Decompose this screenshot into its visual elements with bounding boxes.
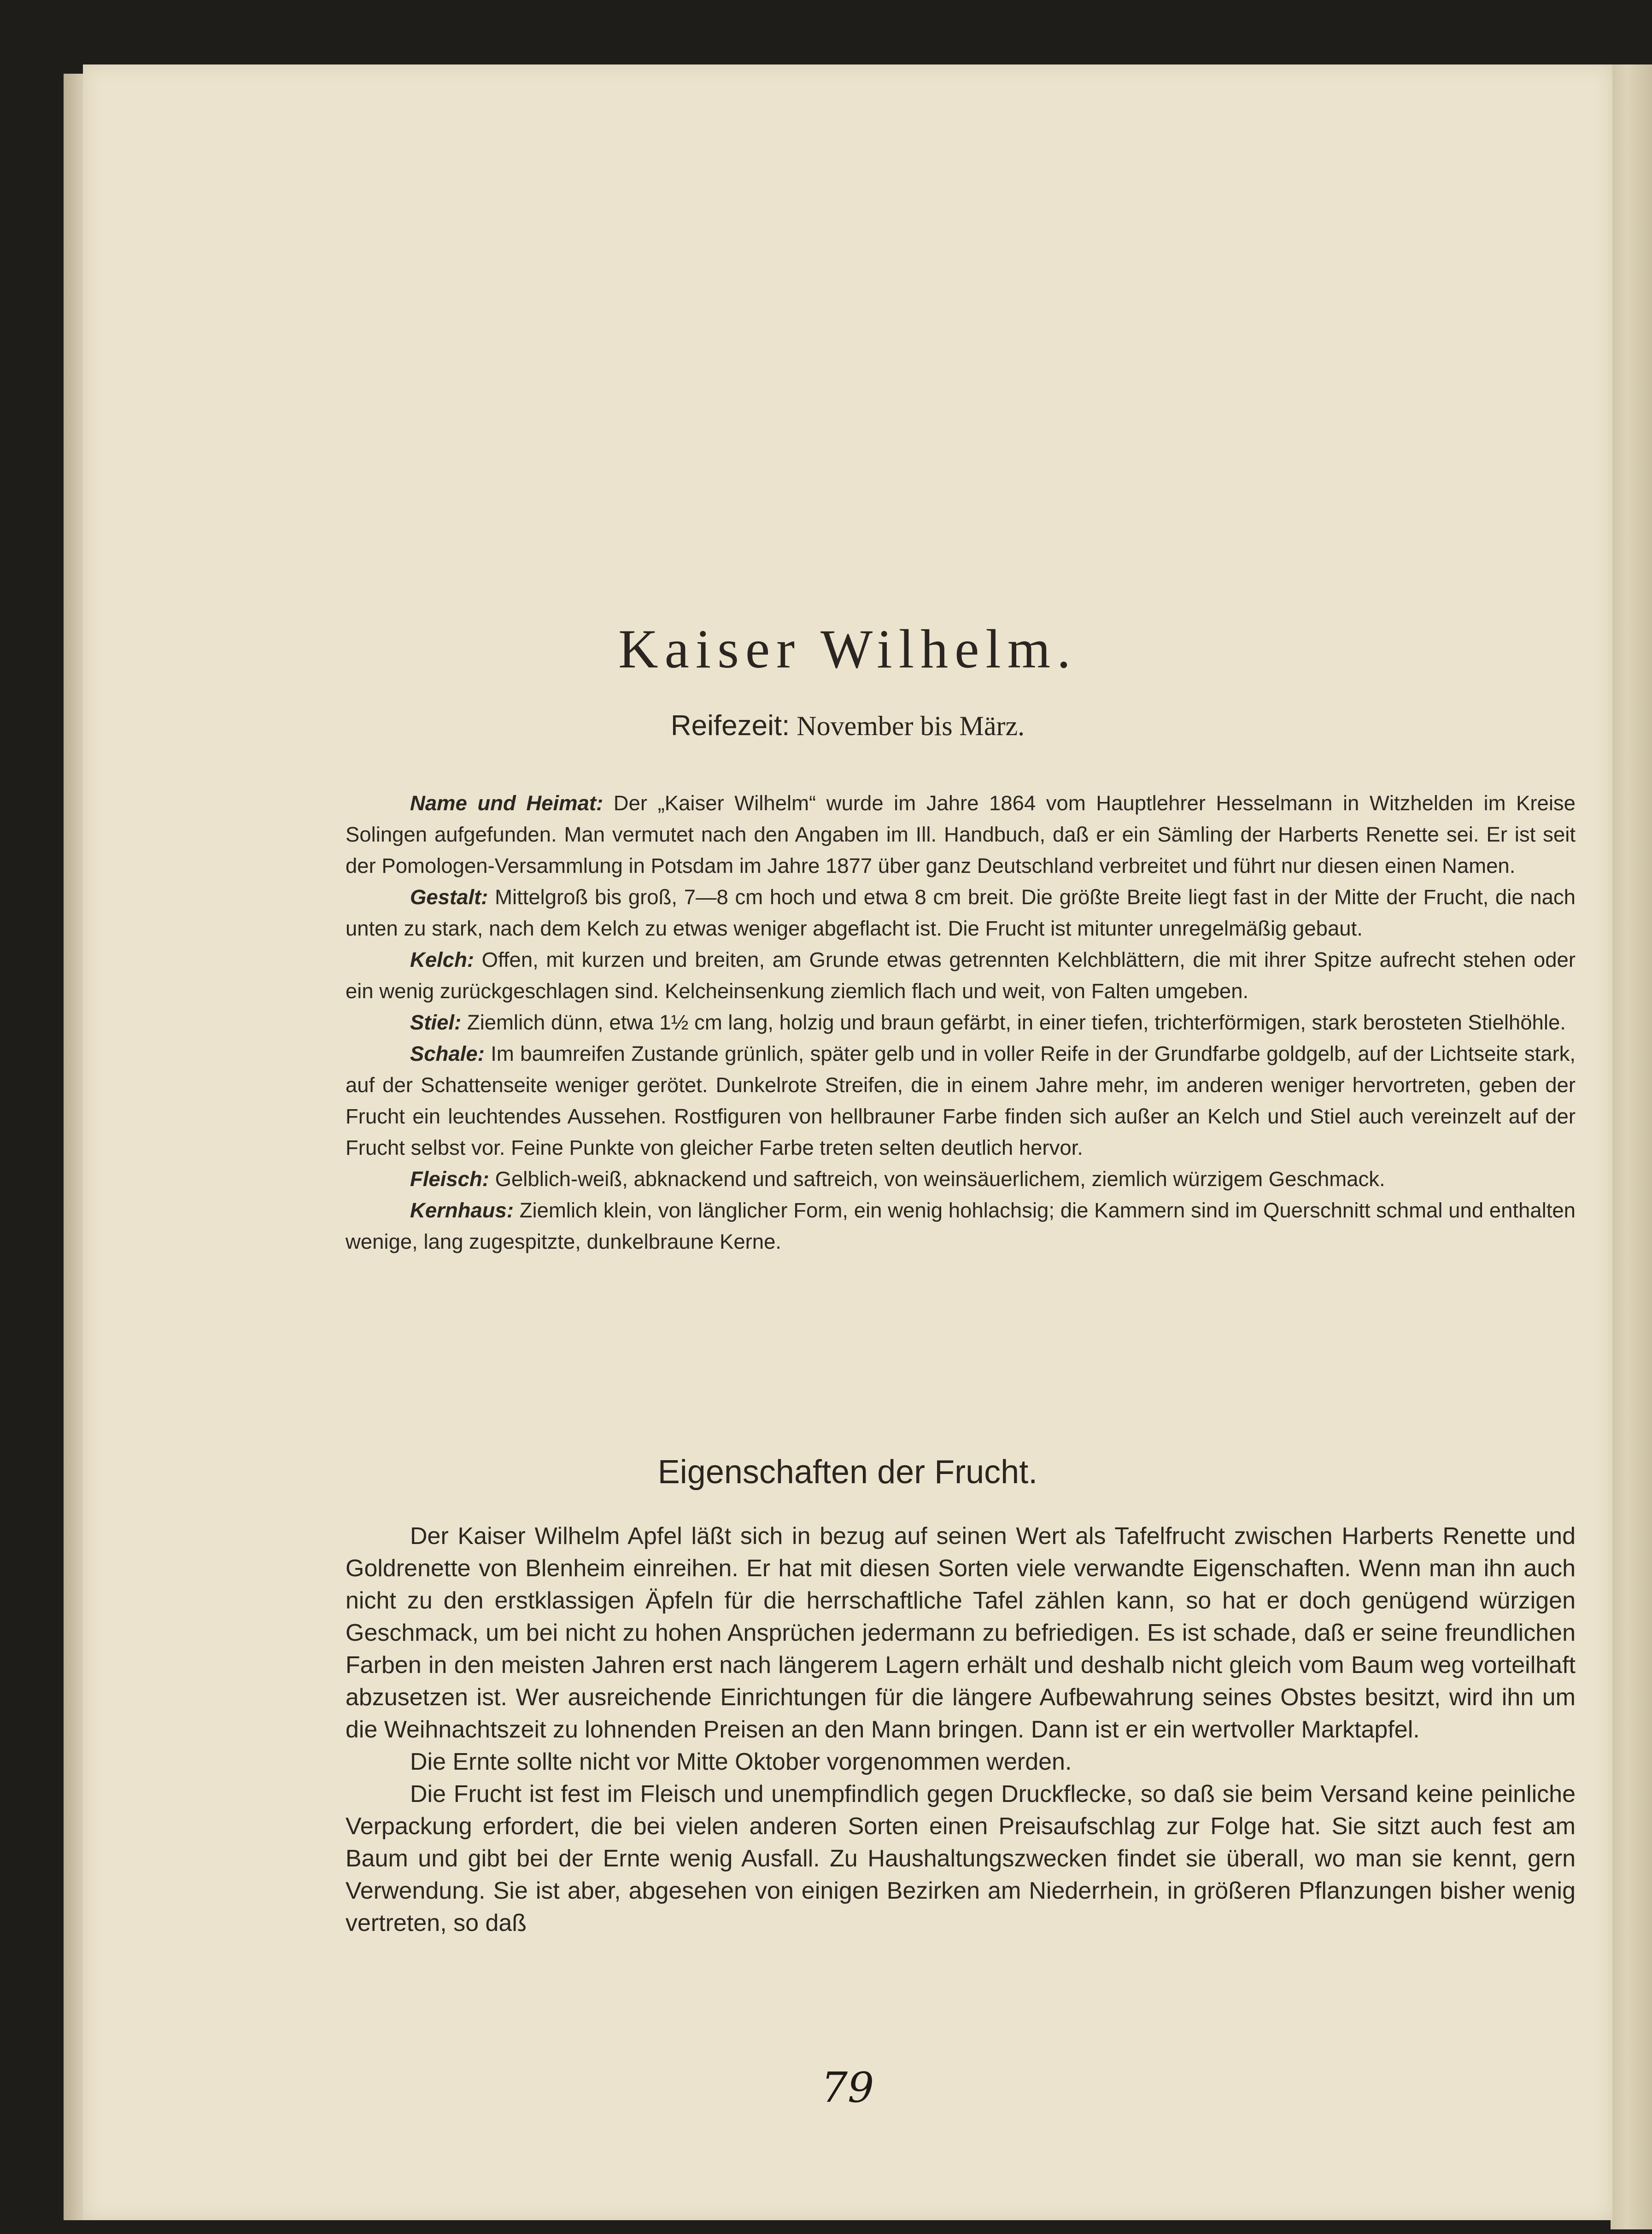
book-page [83,64,1612,2220]
description-paragraph-shape [346,882,1576,944]
ripening-time-value: November bis März. [797,711,1025,741]
description-paragraph-skin [346,1038,1576,1164]
description-label: Kelch: [410,948,475,971]
description-paragraph-core [346,1195,1576,1257]
page-number: 79 [821,2064,874,2112]
fruit-properties [346,1520,1576,1939]
section-heading: Eigenschaften der Frucht. [657,1454,1038,1491]
description-text: Ziemlich dünn, etwa 1½ cm lang, holzig und braun gefärbt, in einer tiefen, trichterförmigen, stark berosteten Stielhöhle. [467,1011,1566,1034]
description-label: Stiel: [410,1011,462,1034]
page-title: Kaiser Wilhelm. [618,618,1078,679]
description-paragraph-calyx [346,944,1576,1007]
description-text: Mittelgroß bis groß, 7—8 cm hoch und etwa 8 cm breit. Die größte Breite liegt fast in der Mitte der Frucht, die nach unten zu stark, nach dem Kelch zu etwas weniger abgeflacht ist. Die Frucht ist mitunter unregelmäßig gebaut. [346,885,1576,940]
properties-paragraph: Der Kaiser Wilhelm Apfel läßt sich in bezug auf seinen Wert als Tafelfrucht zwischen Harberts Renette und Goldrenette von Blenheim einreihen. Er hat mit diesen Sorten viele verwandte Eigenschaften. Wenn man ihn auch nicht zu den erstklassigen Äpfeln für die herrschaftliche Tafel zählen kann, so hat er doch genügend würzigen Geschmack, um bei nicht zu hohen Ansprüchen jedermann zu befriedigen. Es ist schade, daß er seine freundlichen Farben in den meisten Jahren erst nach längerem Lagern erhält und deshalb nicht gleich vom Baum weg vorteilhaft abzusetzen ist. Wer ausreichende Einrichtungen für die längere Aufbewahrung seines Obstes besitzt, wird ihn um die Weihnachtszeit zu lohnenden Preisen an den Mann bringen. Dann ist er ein wertvoller Marktapfel. [346,1523,1576,1743]
description-text: Im baumreifen Zustande grünlich, später gelb und in voller Reife in der Grundfarbe goldgelb, auf der Lichtseite stark, auf der Schattenseite weniger gerötet. Dunkelrote Streifen, die in einem Jahre mehr, im anderen weniger hervortreten, geben der Frucht ein leuchtendes Aussehen. Rostfiguren von hellbrauner Farbe finden sich außer an Kelch und Stiel auch vereinzelt auf der Frucht selbst vor. Feine Punkte von gleicher Farbe treten selten deutlich hervor. [346,1042,1576,1159]
description-label: Schale: [410,1042,485,1065]
properties-paragraph: Die Frucht ist fest im Fleisch und unempfindlich gegen Druckflecke, so daß sie beim Versand keine peinliche Verpackung erfordert, die bei vielen anderen Sorten einen Preisaufschlag zur Folge hat. Sie sitzt auch fest am Baum und gibt bei der Ernte wenig Ausfall. Zu Haushaltungszwecken findet sie überall, wo man sie kennt, gern Verwendung. Sie ist aber, abgesehen von einigen Bezirken am Niederrhein, in größeren Pflanzungen bisher wenig vertreten, so daß [346,1781,1576,1936]
description-label: Kernhaus: [410,1199,514,1222]
description-text: Ziemlich klein, von länglicher Form, ein wenig hohlachsig; die Kammern sind im Querschnitt schmal und enthalten wenige, lang zugespitzte, dunkelbraune Kerne. [346,1199,1576,1253]
next-page-edge [1611,64,1652,2229]
variety-description [346,788,1576,1257]
description-label: Gestalt: [410,885,488,909]
description-paragraph-stem [346,1007,1576,1038]
description-paragraph-flesh [346,1164,1576,1195]
properties-paragraph: Die Ernte sollte nicht vor Mitte Oktober vorgenommen werden. [410,1749,1072,1775]
description-text: Gelblich-weiß, abknackend und saftreich, von weinsäuerlichem, ziemlich würzigem Geschmack. [495,1167,1385,1191]
description-text: Der „Kaiser Wilhelm“ wurde im Jahre 1864 vom Hauptlehrer Hesselmann in Witzhelden im Kreise Solingen aufgefunden. Man vermutet nach den Angaben im Ill. Handbuch, daß er ein Sämling der Harberts Renette sei. Er ist seit der Pomologen-Versammlung in Potsdam im Jahre 1877 über ganz Deutschland verbreitet und führt nur diesen einen Namen. [346,791,1576,877]
description-paragraph-name [346,788,1576,882]
ripening-time-label: Reifezeit: [670,710,790,742]
description-text: Offen, mit kurzen und breiten, am Grunde etwas getrennten Kelchblättern, die mit ihrer Spitze aufrecht stehen oder ein wenig zurückgeschlagen sind. Kelcheinsenkung ziemlich flach und weit, von Falten umgeben. [346,948,1576,1003]
description-label: Name und Heimat: [410,791,603,815]
description-label: Fleisch: [410,1167,489,1191]
ripening-time [83,709,1612,742]
